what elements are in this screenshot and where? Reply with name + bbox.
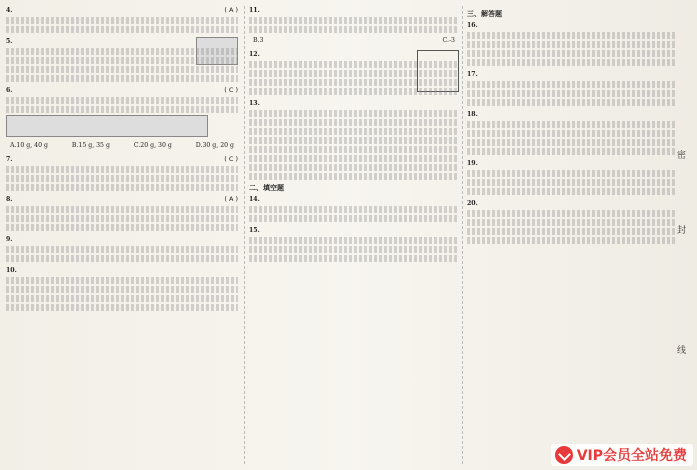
question-number: 6. [6, 87, 13, 94]
column-left [6, 6, 238, 464]
question-12 [249, 50, 459, 95]
question-number: 7. [6, 156, 13, 163]
options [6, 140, 238, 151]
question-6 [6, 86, 238, 151]
question-15 [249, 226, 459, 262]
figure-balance [6, 115, 208, 137]
question-number: 10. [6, 267, 17, 274]
question-number: 5. [6, 38, 13, 45]
answer-mark: ( A ) [224, 195, 238, 203]
option-b: B.15 g, 35 g [71, 142, 110, 149]
question-7 [6, 155, 238, 191]
vip-watermark[interactable] [551, 444, 693, 466]
column-middle [244, 6, 459, 464]
seal-mark-mid: 封 [675, 225, 685, 234]
question-number: 16. [467, 22, 478, 29]
question-number: 20. [467, 200, 478, 207]
question-16 [467, 21, 675, 66]
question-number: 15. [249, 227, 260, 234]
seal-mark-bottom: 线 [675, 345, 685, 354]
section-heading: 三、解答题 [467, 10, 502, 18]
question-20 [467, 199, 675, 244]
question-4 [6, 6, 238, 33]
section-heading: 二、填空题 [249, 184, 284, 192]
question-number: 4. [6, 7, 13, 14]
option-c: C.20 g, 30 g [133, 142, 172, 149]
column-right [462, 6, 675, 464]
question-number: 17. [467, 71, 478, 78]
answer-mark: ( C ) [224, 86, 238, 94]
question-17 [467, 70, 675, 106]
option-b: B.3 [253, 37, 264, 44]
question-14 [249, 195, 459, 222]
options [249, 35, 459, 46]
question-number: 19. [467, 160, 478, 167]
question-11 [249, 6, 459, 46]
question-number: 14. [249, 196, 260, 203]
question-10 [6, 266, 238, 311]
option-a: A.10 g, 40 g [10, 142, 48, 149]
question-number: 11. [249, 7, 260, 14]
vip-text: VIP会员全站免费 [576, 448, 687, 464]
question-number: 8. [6, 196, 13, 203]
question-number: 9. [6, 236, 13, 243]
answer-mark: ( C ) [224, 155, 238, 163]
question-13 [249, 99, 459, 180]
option-d: D.30 g, 20 g [195, 142, 234, 149]
check-icon [555, 446, 573, 464]
seal-mark-top: 密 [675, 150, 685, 159]
question-5 [6, 37, 238, 82]
question-number: 13. [249, 100, 260, 107]
option-c: C.-3 [442, 37, 455, 44]
question-number: 12. [249, 51, 260, 58]
question-9 [6, 235, 238, 262]
question-18 [467, 110, 675, 155]
question-19 [467, 159, 675, 195]
question-number: 18. [467, 111, 478, 118]
answer-mark: ( A ) [224, 6, 238, 14]
question-8 [6, 195, 238, 231]
